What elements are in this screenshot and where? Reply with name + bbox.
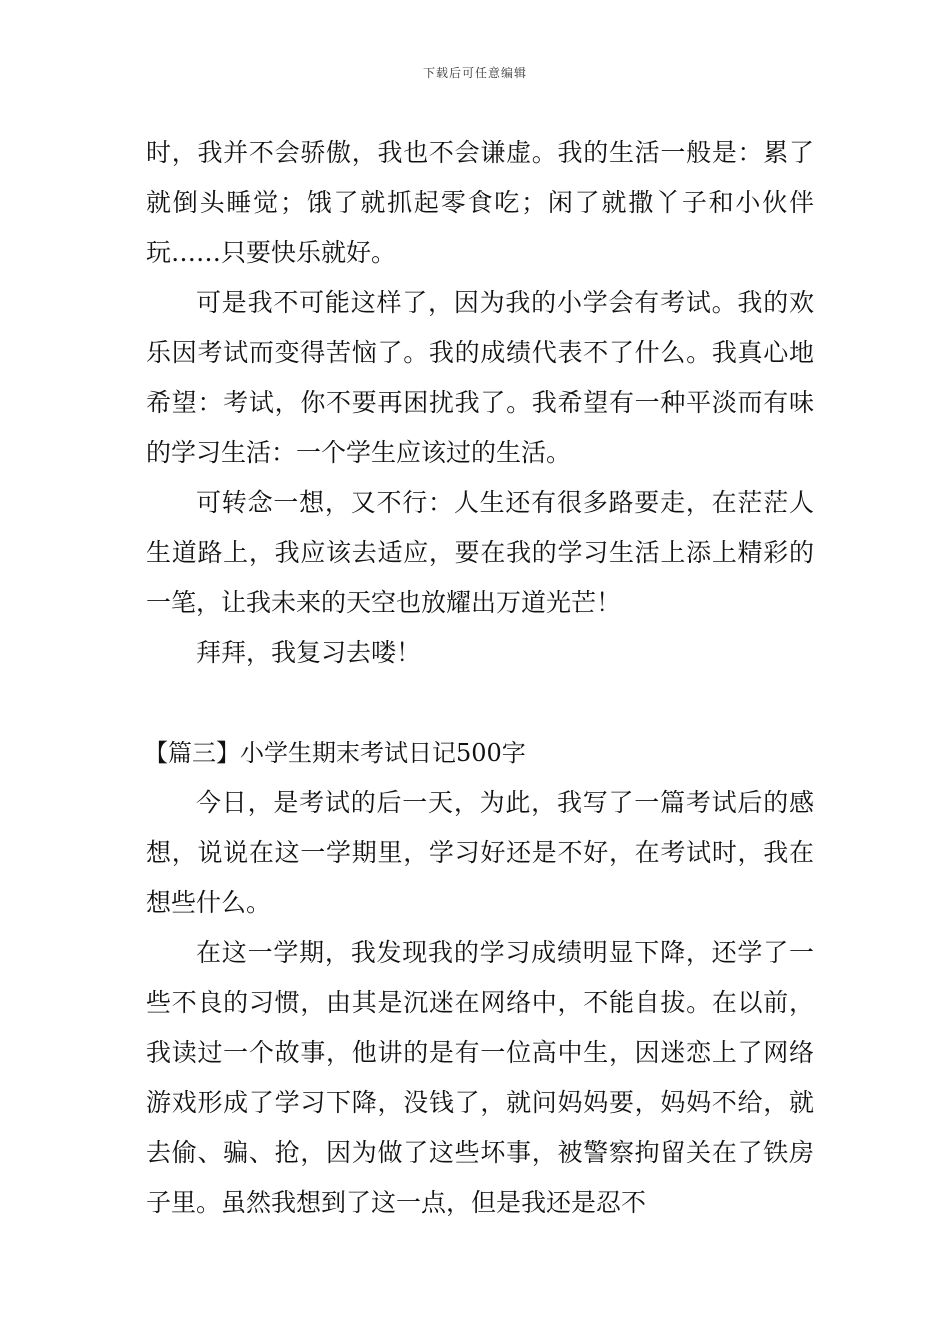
paragraph-goodbye: 拜拜，我复习去喽！ bbox=[196, 638, 422, 667]
page-header-note: 下载后可任意编辑 bbox=[422, 66, 527, 80]
section-title: 【篇三】小学生期末考试日记500字 bbox=[144, 739, 526, 767]
paragraph-continuation: 时，我并不会骄傲，我也不会谦虚。我的生活一般是：累了就倒头睡觉；饿了就抓起零食吃；闲了就撒丫子和小伙伴玩……只要快乐就好。 bbox=[146, 138, 814, 267]
paragraph-semester: 在这一学期，我发现我的学习成绩明显下降，还学了一些不良的习惯，由其是沉迷在网络中，不能自拔。在以前，我读过一个故事，他讲的是有一位高中生，因迷恋上了网络游戏形成了学习下降，没钱了，就问妈妈要，妈妈不给，就去偷、骗、抢，因为做了这些坏事，被警察拘留关在了铁房子里。虽然我想到了这一点，但是我还是忍不 bbox=[146, 938, 814, 1217]
paragraph-second-thought: 可转念一想，又不行：人生还有很多路要走，在茫茫人生道路上，我应该去适应，要在我的学习生活上添上精彩的一笔，让我未来的天空也放耀出万道光芒！ bbox=[146, 488, 814, 617]
document-body bbox=[146, 128, 814, 1228]
paragraph-exam-worry: 可是我不可能这样了，因为我的小学会有考试。我的欢乐因考试而变得苦恼了。我的成绩代表不了什么。我真心地希望：考试，你不要再困扰我了。我希望有一种平淡而有味的学习生活：一个学生应该过的生活。 bbox=[146, 288, 814, 467]
section-spacer bbox=[146, 678, 814, 728]
paragraph-after-exam: 今日，是考试的后一天，为此，我写了一篇考试后的感想，说说在这一学期里，学习好还是不好，在考试时，我在想些什么。 bbox=[146, 788, 814, 917]
